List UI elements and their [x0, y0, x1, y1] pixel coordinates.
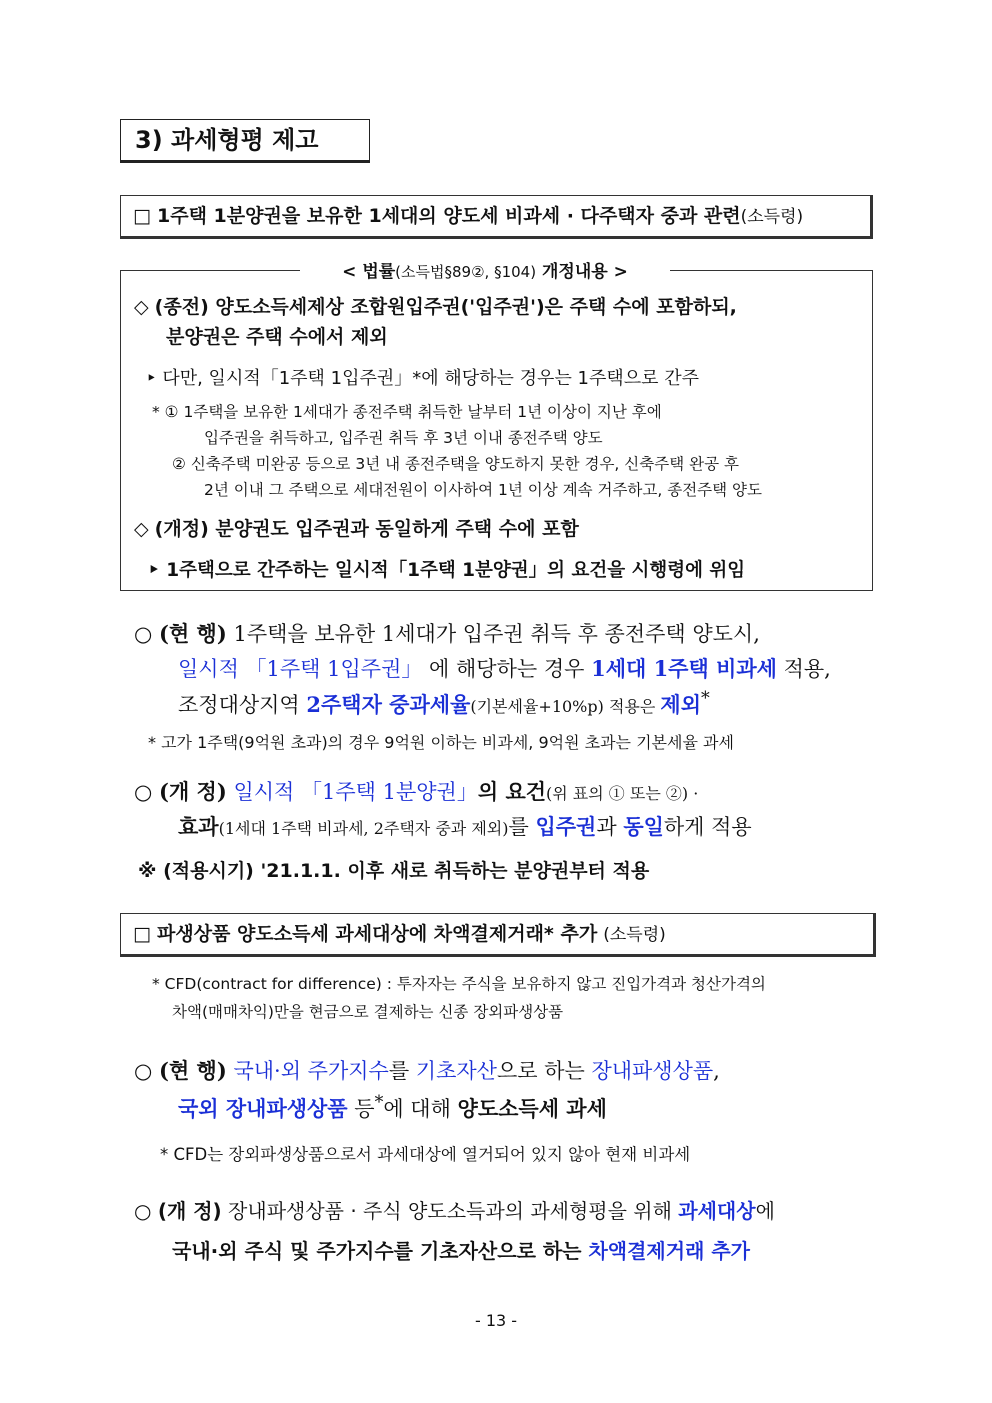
law-old-line1: [134, 292, 737, 319]
revised1-label: (개 정): [159, 779, 227, 804]
revised1-temp: 일시적 「1주택 1분양권」: [233, 780, 478, 804]
circle-bullet-icon: ○: [134, 780, 153, 804]
law-new-sub: ‣ 1주택으로 간주하는 일시적「1주택 1분양권」의 요건을 시행령에 위임: [148, 560, 746, 581]
law-note1-line1: * ① 1주택을 보유한 1세대가 종전주택 취득한 날부터 1년 이상이 지난 후에: [152, 403, 662, 421]
revised2-line1: [134, 1195, 775, 1224]
current2-line2: [178, 1093, 607, 1123]
law-title-post: 개정내용 >: [536, 262, 628, 282]
revised1-line1: [134, 776, 698, 806]
item2-note-line1: * CFD(contract for difference) : 투자자는 주식을 보유하지 않고 진입가격과 청산가격의: [152, 975, 766, 993]
revised1-line2: [178, 811, 752, 841]
law-note2-line2: 2년 이내 그 주택으로 세대전원이 이사하여 1년 이상 계속 거주하고, 종전주택 양도: [204, 481, 762, 499]
current2-foreign: 국외 장내파생상품: [178, 1096, 348, 1121]
item2-source: (소득령): [603, 925, 666, 945]
apply-date: ※ (적용시기) '21.1.1. 이후 새로 취득하는 분양권부터 적용: [138, 860, 650, 882]
circle-bullet-icon: ○: [134, 1199, 152, 1223]
item2-note-line2: 차액(매매차익)만을 현금으로 결제하는 신종 장외파생상품: [172, 1003, 564, 1021]
law-old-text1: (종전) 양도소득세제상 조합원입주권('입주권')은 주택 수에 포함하되,: [154, 296, 737, 318]
current2-t3: ,: [713, 1059, 720, 1083]
current1-line1: [134, 618, 760, 648]
law-box-title: [300, 260, 670, 284]
circle-bullet-icon: ○: [134, 1059, 153, 1083]
current2-note: * CFD는 장외파생상품으로서 과세대상에 열거되어 있지 않아 현재 비과세: [160, 1145, 691, 1164]
revised1-effect: 효과: [178, 814, 219, 839]
current2-exchange: 장내파생상품: [591, 1059, 714, 1083]
current2-tax: 양도소득세 과세: [457, 1096, 607, 1121]
current1-text1: 1주택을 보유한 1세대가 입주권 취득 후 종전주택 양도시,: [233, 622, 760, 646]
checkbox-icon: □: [133, 923, 151, 945]
item1-source: (소득령): [740, 207, 804, 227]
current1-excluded: 제외: [660, 692, 701, 717]
current1-line2: [178, 653, 831, 683]
revised1-ref: (위 표의 ① 또는 ②) ·: [546, 784, 699, 803]
revised1-mid: 를: [508, 815, 536, 839]
diamond-icon: ◇: [134, 296, 149, 318]
current2-line1: [134, 1055, 720, 1085]
item1-title: 1주택 1분양권을 보유한 1세대의 양도세 비과세 · 다주택자 중과 관련: [157, 205, 741, 227]
current1-star: *: [700, 689, 710, 709]
revised2-t2: 에: [755, 1199, 775, 1223]
law-new-line: [134, 514, 579, 541]
current1-exempt: 1세대 1주택 비과세: [591, 656, 777, 681]
current1-rate: 2주택자 중과세율: [306, 692, 471, 717]
current1-rate-detail: (기본세율+10%p) 적용은: [470, 697, 661, 716]
revised2-t3: 국내·외 주식 및 주가지수를 기초자산으로 하는: [172, 1239, 589, 1263]
law-new-text: (개정) 분양권도 입주권과 동일하게 주택 수에 포함: [154, 518, 579, 540]
law-title-ref: (소득법§89②, §104): [395, 263, 537, 281]
revised2-t1: 장내파생상품 · 주식 양도소득과의 과세형평을 위해: [221, 1199, 679, 1223]
law-proviso: ‣ 다만, 일시적「1주택 1입주권」*에 해당하는 경우는 1주택으로 간주: [146, 368, 700, 389]
current1-region: 조정대상지역: [178, 693, 307, 717]
law-note1-line2: 입주권을 취득하고, 입주권 취득 후 3년 이내 종전주택 양도: [204, 429, 603, 447]
diamond-icon: ◇: [134, 518, 149, 540]
item1-header: [120, 195, 873, 239]
current1-label: (현 행): [159, 621, 227, 646]
current1-mid: 에 해당하는 경우: [422, 657, 592, 681]
current1-line3: [178, 689, 710, 719]
item2-header: [120, 913, 876, 957]
current2-index: 국내·외 주가지수: [233, 1059, 389, 1083]
revised1-effect-detail: (1세대 1주택 비과세, 2주택자 중과 제외): [218, 819, 509, 838]
item2-title: 파생상품 양도소득세 과세대상에 차액결제거래* 추가: [157, 923, 598, 945]
current2-star: *: [374, 1093, 384, 1113]
revised2-cfd: 차액결제거래 추가: [588, 1239, 750, 1263]
revised2-target: 과세대상: [678, 1199, 756, 1223]
current2-t5: 에 대해: [383, 1097, 458, 1121]
current2-label: (현 행): [159, 1058, 227, 1083]
law-old-line2: 분양권은 주택 수에서 제외: [166, 326, 388, 348]
current2-underlying: 기초자산: [415, 1059, 497, 1083]
section-title: 3) 과세형평 제고: [120, 119, 370, 163]
law-title-pre: < 법률: [342, 262, 396, 282]
current1-note: * 고가 1주택(9억원 초과)의 경우 9억원 이하는 비과세, 9억원 초과는 기본세율 과세: [148, 733, 734, 752]
page-number: - 13 -: [474, 1311, 518, 1330]
revised1-entry: 입주권: [535, 814, 597, 839]
revised1-req: 의 요건: [477, 779, 547, 804]
checkbox-icon: □: [133, 205, 151, 227]
current2-t2: 으로 하는: [496, 1059, 592, 1083]
circle-bullet-icon: ○: [134, 622, 153, 646]
revised2-label: (개 정): [157, 1199, 222, 1223]
revised1-mid2: 과: [596, 815, 624, 839]
current1-end: 적용,: [776, 657, 831, 681]
current2-t4: 등: [347, 1097, 375, 1121]
current2-t1: 를: [388, 1059, 416, 1083]
current1-temp: 일시적 「1주택 1입주권」: [178, 657, 423, 681]
revised2-line2: [172, 1235, 750, 1264]
law-note2-line1: ② 신축주택 미완공 등으로 3년 내 종전주택을 양도하지 못한 경우, 신축주택 완공 후: [172, 455, 739, 473]
revised1-same: 동일: [623, 814, 664, 839]
revised1-end: 하게 적용: [663, 815, 752, 839]
